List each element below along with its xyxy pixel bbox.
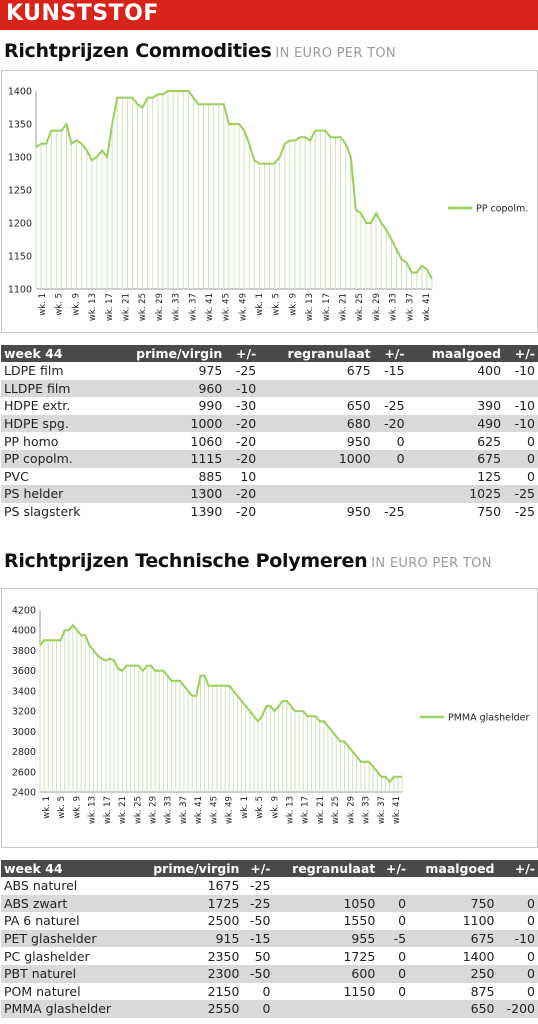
material-name-cell: PS slagsterk — [4, 504, 81, 520]
material-name-cell: HDPE extr. — [4, 398, 71, 414]
commodities-x-tick-label: wk. 21 — [338, 293, 349, 322]
section-banner — [0, 0, 538, 30]
polymers-x-tick-label: wk. 1 — [42, 796, 52, 819]
price-cell — [378, 1000, 409, 1018]
polymers-x-tick-label: wk. 9 — [270, 796, 281, 819]
material-name-cell: PC glashelder — [4, 948, 90, 964]
price-cell: 675 — [346, 363, 371, 379]
material-name-cell: POM naturel — [4, 983, 81, 999]
commodities-x-tick-label: wk. 41 — [204, 293, 215, 322]
price-cell: 0 — [262, 983, 271, 999]
price-cell: 1115 — [107, 450, 225, 468]
polymers-y-tick-label: 3000 — [11, 726, 36, 738]
price-cell: -30 — [235, 398, 257, 414]
price-cell: 750 — [409, 895, 497, 913]
price-cell: 950 — [346, 433, 371, 449]
section1-title — [4, 40, 396, 62]
price-cell: 0 — [527, 433, 535, 449]
price-cell: -20 — [225, 485, 259, 503]
table-row — [1, 503, 538, 521]
material-name-cell: PA 6 naturel — [4, 913, 80, 929]
section2-heading: Richtprijzen Technische Polymeren — [4, 550, 368, 572]
polymers-legend-label: PMMA glashelder — [448, 712, 530, 724]
technical-polymers-price-table — [1, 860, 538, 1018]
technical-polymers-chart-svg — [2, 589, 537, 847]
price-cell — [409, 877, 497, 895]
price-cell: 0 — [527, 983, 535, 999]
price-cell: -25 — [250, 878, 271, 894]
column-header: week 44 — [1, 860, 134, 877]
table-row — [1, 912, 538, 930]
material-name-cell: ABS naturel — [4, 878, 78, 894]
price-cell: 2150 — [207, 983, 240, 999]
technical-polymers-chart — [1, 588, 538, 848]
price-cell: 0 — [504, 450, 538, 468]
column-header: +/- — [378, 860, 409, 877]
commodities-x-tick-label: wk. 17 — [321, 293, 332, 322]
commodities-x-tick-label: wk. 37 — [405, 293, 416, 322]
commodities-x-tick-label: wk. 41 — [422, 293, 432, 322]
commodities-x-tick-label: wk. 37 — [188, 293, 199, 322]
polymers-x-tick-label: wk. 33 — [361, 796, 372, 825]
price-cell: -25 — [504, 485, 538, 503]
price-cell: 0 — [396, 433, 405, 449]
price-cell: -200 — [498, 1000, 538, 1018]
polymers-y-tick-label: 3200 — [11, 706, 36, 718]
section1-unit: IN EURO PER TON — [275, 46, 396, 61]
column-header: +/- — [242, 860, 273, 877]
commodities-legend-label: PP copolm. — [476, 203, 529, 215]
table-row — [1, 895, 538, 913]
commodities-x-tick-label: wk. 33 — [171, 293, 182, 322]
price-cell — [374, 380, 408, 398]
price-cell: 400 — [477, 363, 502, 379]
column-header: regranulaat — [259, 345, 373, 362]
commodities-x-tick-label: wk. 1 — [38, 293, 48, 316]
commodities-x-tick-label: wk. 25 — [355, 293, 366, 322]
material-name-cell: LLDPE film — [1, 380, 107, 398]
price-cell: 650 — [346, 398, 371, 414]
price-cell — [374, 485, 408, 503]
price-cell: -20 — [235, 504, 257, 520]
polymers-x-tick-label: wk. 41 — [392, 796, 402, 825]
price-cell: 960 — [107, 380, 225, 398]
table-row — [1, 415, 538, 433]
price-cell: 1050 — [273, 895, 378, 913]
price-cell: -20 — [235, 433, 257, 449]
table-row — [1, 362, 538, 380]
polymers-y-tick-label: 2800 — [11, 747, 36, 759]
price-cell: 125 — [477, 468, 502, 484]
price-cell: 0 — [374, 450, 408, 468]
commodities-x-tick-label: wk. 25 — [138, 293, 149, 322]
price-cell: 0 — [378, 895, 409, 913]
polymers-y-tick-label: 4000 — [11, 625, 36, 637]
table-row — [1, 947, 538, 965]
table-row — [1, 930, 538, 948]
table-row — [1, 983, 538, 1001]
price-cell: 0 — [527, 948, 535, 964]
commodities-x-tick-label: wk. 45 — [221, 293, 232, 322]
price-cell: 1675 — [207, 878, 240, 894]
polymers-x-tick-label: wk. 5 — [57, 796, 68, 819]
commodities-x-tick-label: wk. 1 — [255, 293, 266, 316]
price-cell: 990 — [198, 398, 223, 414]
column-header: maalgoed — [409, 860, 497, 877]
commodities-y-tick-label: 1400 — [7, 86, 32, 98]
price-cell: 1390 — [190, 504, 223, 520]
price-cell: 1000 — [107, 415, 225, 433]
section1-heading: Richtprijzen Commodities — [4, 40, 272, 62]
price-cell — [273, 877, 378, 895]
material-name-cell: HDPE spg. — [1, 415, 107, 433]
material-name-cell: PET glashelder — [1, 930, 134, 948]
table-row — [1, 965, 538, 983]
commodities-y-tick-label: 1100 — [7, 284, 32, 296]
price-cell: 1100 — [462, 913, 495, 929]
table-row — [1, 485, 538, 503]
price-cell: 885 — [198, 468, 223, 484]
polymers-x-tick-label: wk. 17 — [102, 796, 113, 825]
column-header: prime/virgin — [107, 345, 225, 362]
price-cell: -20 — [374, 415, 408, 433]
column-header: +/- — [374, 345, 408, 362]
polymers-x-tick-label: wk. 49 — [224, 796, 235, 825]
price-cell: 0 — [527, 913, 535, 929]
price-cell: 1400 — [462, 948, 495, 964]
price-cell — [378, 877, 409, 895]
commodities-y-tick-label: 1200 — [7, 218, 32, 230]
price-cell: 1550 — [343, 913, 376, 929]
price-cell — [259, 468, 373, 486]
polymers-x-tick-label: wk. 25 — [133, 796, 144, 825]
price-cell: 0 — [242, 1000, 273, 1018]
price-cell: -15 — [242, 930, 273, 948]
material-name-cell: PP homo — [4, 433, 59, 449]
table-row — [1, 468, 538, 486]
price-cell: -20 — [225, 450, 259, 468]
price-cell: -15 — [384, 363, 405, 379]
table-row — [1, 397, 538, 415]
polymers-x-tick-label: wk. 5 — [255, 796, 266, 819]
commodities-x-tick-label: wk. 29 — [154, 293, 165, 322]
price-cell: 390 — [477, 398, 502, 414]
price-cell: 0 — [398, 948, 407, 964]
polymers-y-tick-label: 2600 — [11, 767, 36, 779]
column-header: prime/virgin — [134, 860, 242, 877]
commodities-chart-svg — [2, 71, 537, 332]
price-cell: -25 — [514, 504, 535, 520]
price-cell: 0 — [498, 895, 538, 913]
price-cell: 915 — [134, 930, 242, 948]
column-header: week 44 — [1, 345, 107, 362]
commodities-y-tick-label: 1250 — [7, 185, 32, 197]
polymers-y-tick-label: 3600 — [11, 666, 36, 678]
price-cell: 955 — [273, 930, 378, 948]
material-name-cell: LDPE film — [4, 363, 64, 379]
polymers-x-tick-label: wk. 37 — [178, 796, 189, 825]
polymers-x-tick-label: wk. 41 — [194, 796, 205, 825]
polymers-y-tick-label: 4200 — [11, 605, 36, 617]
price-cell: -25 — [235, 363, 257, 379]
price-cell: 650 — [409, 1000, 497, 1018]
polymers-x-tick-label: wk. 13 — [285, 796, 296, 825]
price-cell: -25 — [384, 504, 405, 520]
polymers-y-tick-label: 3800 — [11, 645, 36, 657]
price-cell: 0 — [398, 983, 407, 999]
price-cell: -10 — [225, 380, 259, 398]
price-cell: 1725 — [343, 948, 376, 964]
commodities-x-tick-label: wk. 5 — [271, 293, 282, 316]
table-row — [1, 1000, 538, 1018]
table-row — [1, 877, 538, 895]
column-header: +/- — [504, 345, 538, 362]
commodities-x-tick-label: wk. 13 — [88, 293, 99, 322]
commodities-y-tick-label: 1150 — [7, 251, 32, 263]
table-header-row — [1, 860, 538, 877]
polymers-x-tick-label: wk. 21 — [315, 796, 326, 825]
polymers-x-tick-label: wk. 45 — [209, 796, 220, 825]
price-cell: 0 — [398, 913, 407, 929]
price-cell — [504, 380, 538, 398]
price-cell: 10 — [240, 468, 257, 484]
price-cell: 975 — [198, 363, 223, 379]
price-cell: 2300 — [134, 965, 242, 983]
price-cell: 50 — [254, 948, 271, 964]
price-cell: 600 — [273, 965, 378, 983]
commodities-x-tick-label: wk. 17 — [104, 293, 115, 322]
table-header-row — [1, 345, 538, 362]
material-name-cell: PBT naturel — [1, 965, 134, 983]
polymers-x-tick-label: wk. 13 — [87, 796, 98, 825]
polymers-x-tick-label: wk. 17 — [300, 796, 311, 825]
commodities-y-tick-label: 1300 — [7, 152, 32, 164]
column-header: maalgoed — [408, 345, 504, 362]
price-cell: 0 — [378, 965, 409, 983]
commodities-x-tick-label: wk. 13 — [305, 293, 316, 322]
price-cell: 1025 — [408, 485, 504, 503]
commodities-x-tick-label: wk. 9 — [71, 293, 82, 316]
material-name-cell: PP copolm. — [1, 450, 107, 468]
price-cell: -10 — [514, 398, 535, 414]
table-row — [1, 380, 538, 398]
material-name-cell: PVC — [4, 468, 29, 484]
price-cell: 0 — [498, 965, 538, 983]
polymers-x-tick-label: wk. 9 — [72, 796, 83, 819]
polymers-x-tick-label: wk. 1 — [239, 796, 250, 819]
banner-label: KUNSTSTOF — [6, 1, 159, 26]
price-cell: 0 — [527, 468, 535, 484]
price-cell: -10 — [504, 415, 538, 433]
section2-unit: IN EURO PER TON — [371, 556, 492, 571]
price-cell — [498, 877, 538, 895]
commodities-x-tick-label: wk. 21 — [121, 293, 132, 322]
price-cell: 680 — [259, 415, 373, 433]
price-cell: 875 — [470, 983, 495, 999]
commodities-x-tick-label: wk. 5 — [54, 293, 65, 316]
commodities-x-tick-label: wk. 29 — [371, 293, 382, 322]
price-cell: 2500 — [207, 913, 240, 929]
table-row — [1, 450, 538, 468]
price-cell: 750 — [477, 504, 502, 520]
polymers-y-tick-label: 2400 — [11, 787, 36, 799]
price-cell: -25 — [384, 398, 405, 414]
price-cell: 675 — [408, 450, 504, 468]
price-cell: 675 — [409, 930, 497, 948]
commodities-chart — [1, 70, 538, 333]
commodities-x-tick-label: wk. 9 — [288, 293, 299, 316]
commodities-price-table — [1, 345, 538, 520]
price-cell: 1300 — [107, 485, 225, 503]
polymers-x-tick-label: wk. 33 — [163, 796, 174, 825]
polymers-x-tick-label: wk. 29 — [346, 796, 357, 825]
material-name-cell: ABS zwart — [1, 895, 134, 913]
price-cell — [259, 380, 373, 398]
commodities-x-tick-label: wk. 33 — [388, 293, 399, 322]
price-cell — [408, 380, 504, 398]
price-cell: 950 — [346, 504, 371, 520]
price-cell: 1725 — [134, 895, 242, 913]
price-cell: -5 — [378, 930, 409, 948]
section2-title — [4, 550, 492, 572]
price-cell: -10 — [514, 363, 535, 379]
material-name-cell: PS helder — [1, 485, 107, 503]
price-cell: 1000 — [259, 450, 373, 468]
price-cell: -25 — [242, 895, 273, 913]
polymers-x-tick-label: wk. 21 — [118, 796, 129, 825]
material-name-cell: PMMA glashelder — [1, 1000, 134, 1018]
price-cell: 1060 — [190, 433, 223, 449]
price-cell: 1150 — [343, 983, 376, 999]
price-cell — [259, 485, 373, 503]
price-cell: 2550 — [134, 1000, 242, 1018]
price-cell: -10 — [498, 930, 538, 948]
price-cell: 625 — [477, 433, 502, 449]
polymers-x-tick-label: wk. 25 — [331, 796, 342, 825]
price-cell: 490 — [408, 415, 504, 433]
polymers-x-tick-label: wk. 29 — [148, 796, 159, 825]
price-cell: 2350 — [207, 948, 240, 964]
column-header: regranulaat — [273, 860, 378, 877]
polymers-y-tick-label: 3400 — [11, 686, 36, 698]
price-cell: -50 — [242, 965, 273, 983]
price-cell: 250 — [409, 965, 497, 983]
polymers-x-tick-label: wk. 37 — [376, 796, 387, 825]
table-row — [1, 432, 538, 450]
column-header: +/- — [225, 345, 259, 362]
price-cell — [374, 468, 408, 486]
commodities-y-tick-label: 1350 — [7, 119, 32, 131]
price-cell: -50 — [250, 913, 271, 929]
price-cell: -20 — [225, 415, 259, 433]
commodities-x-tick-label: wk. 49 — [238, 293, 249, 322]
column-header: +/- — [498, 860, 538, 877]
price-cell — [273, 1000, 378, 1018]
